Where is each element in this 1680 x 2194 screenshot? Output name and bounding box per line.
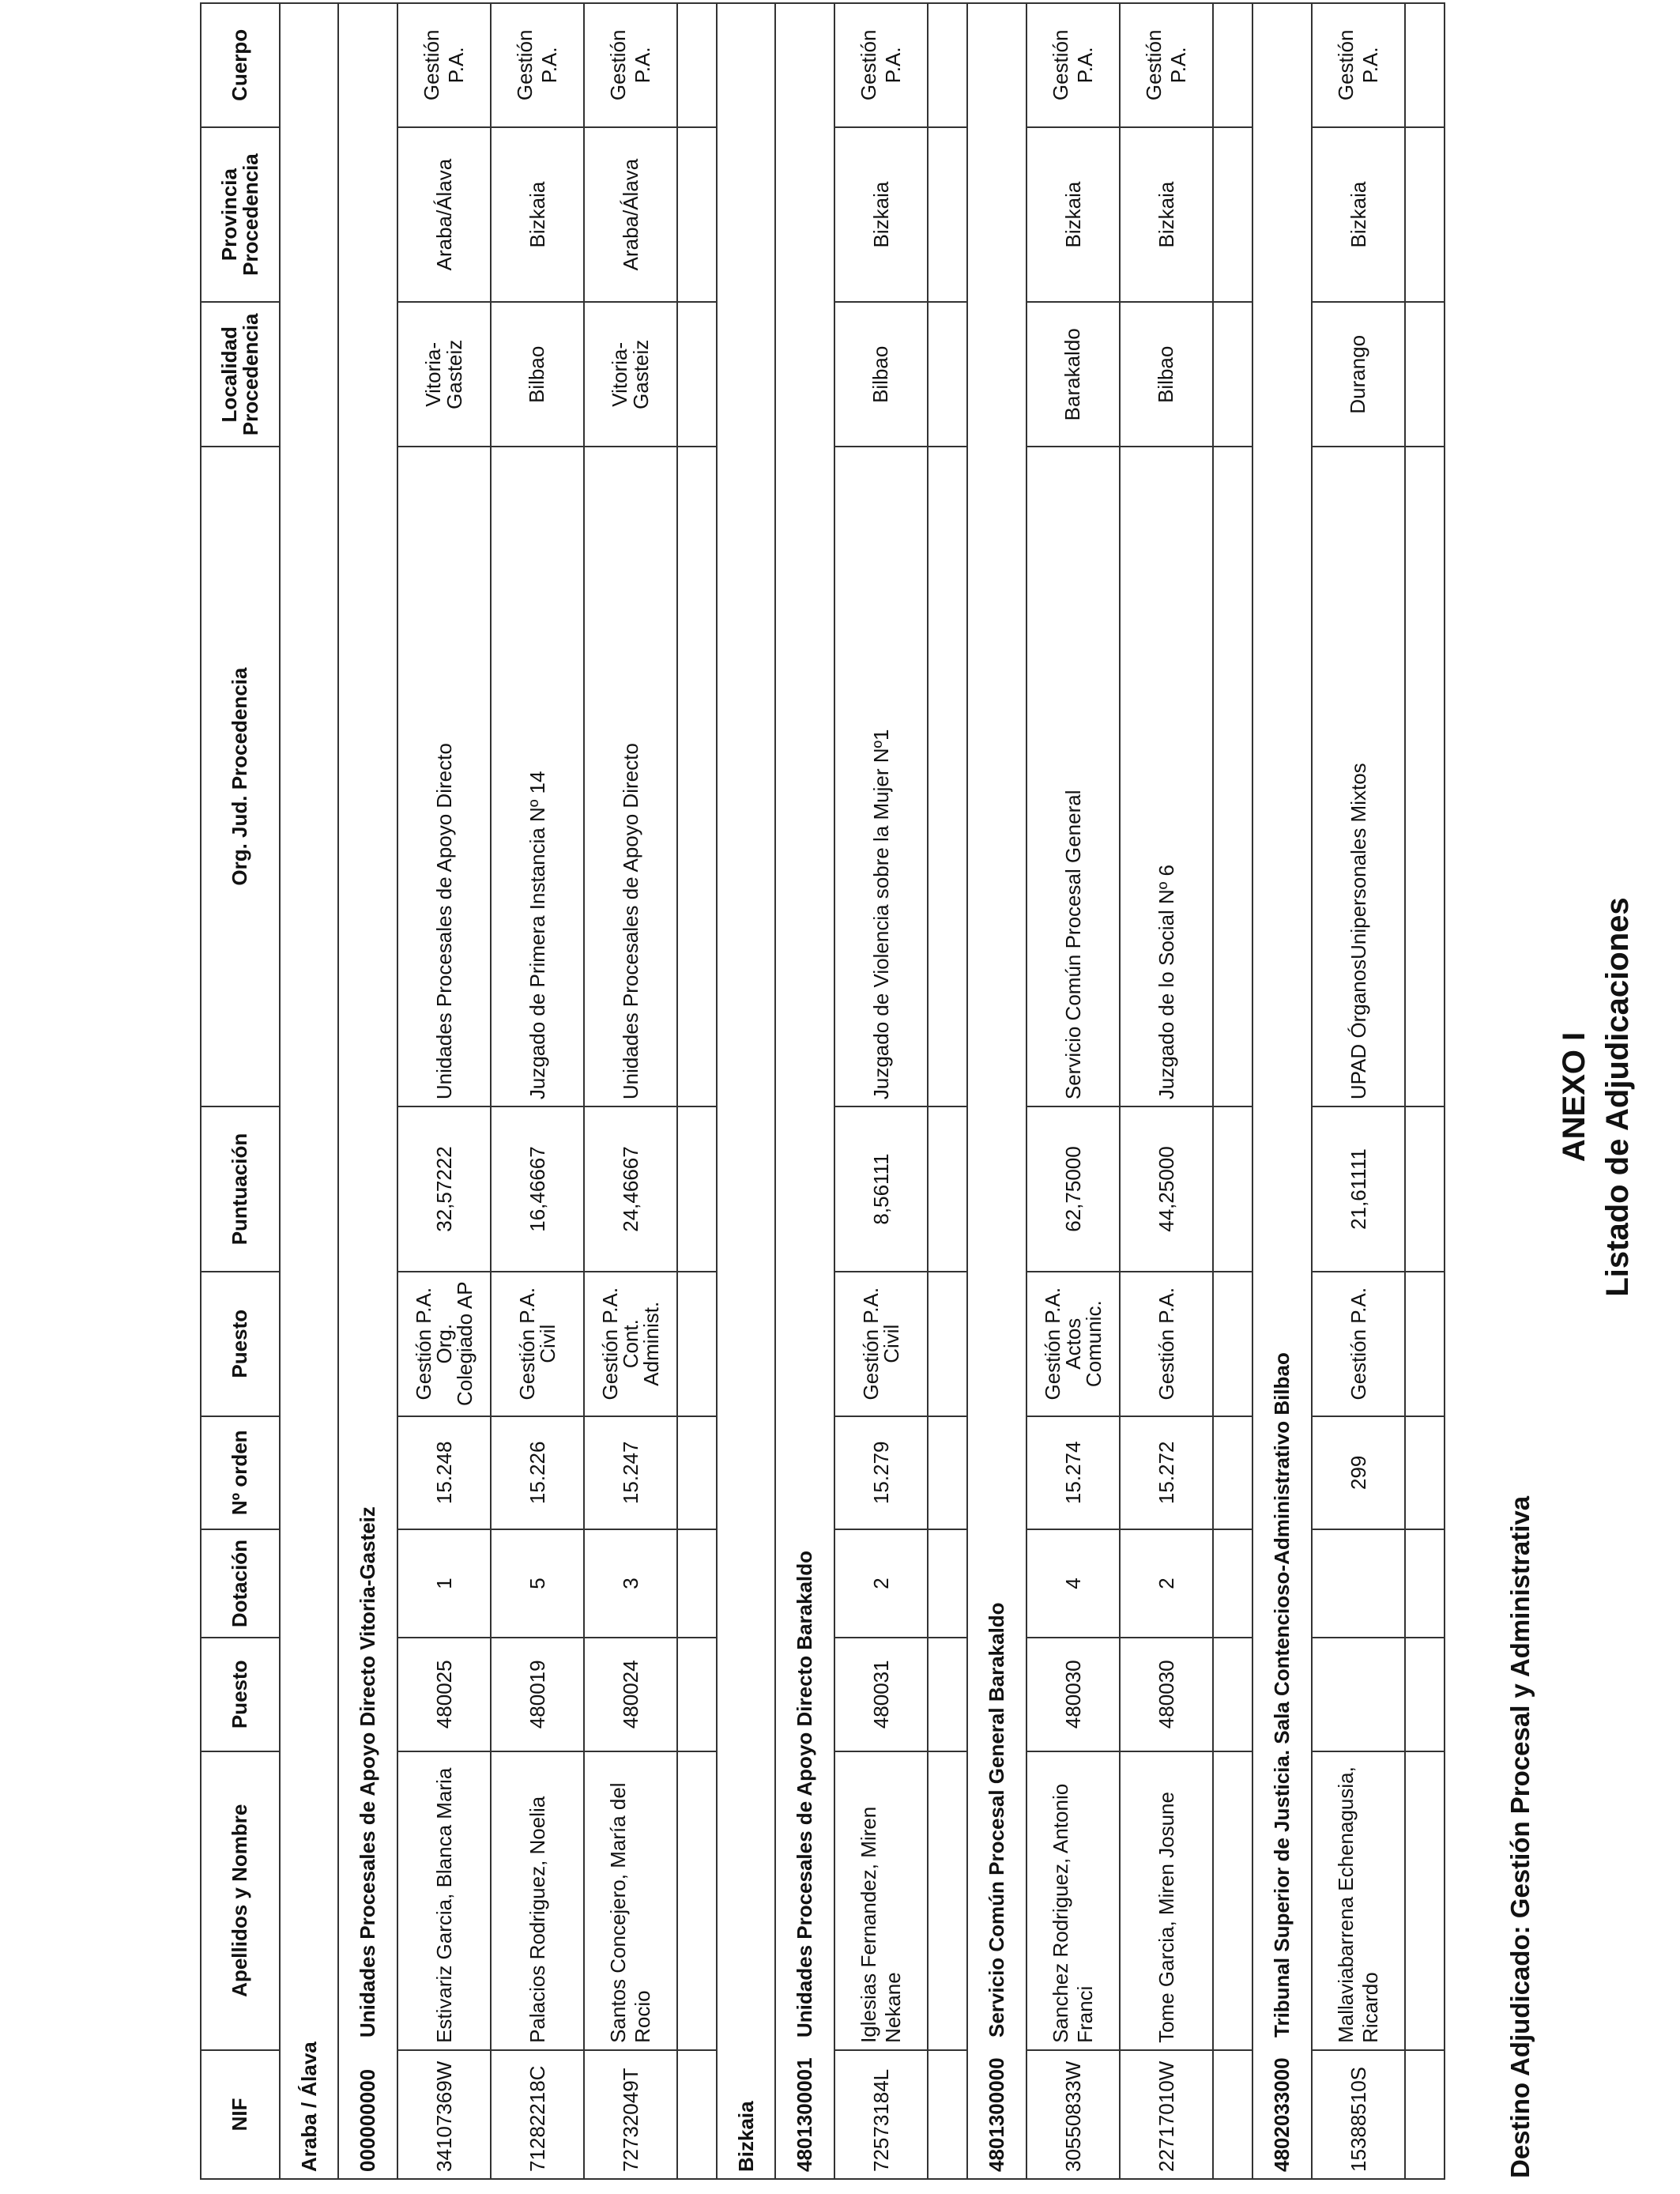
group-name: Servicio Común Procesal General Barakaldo [985,1602,1008,2038]
orden-cell: 15.274 [1026,1416,1120,1530]
annex-title: ANEXO I [1557,1031,1591,1163]
orden-cell: 299 [1312,1416,1405,1530]
orden-cell: 15.272 [1120,1416,1213,1530]
provincia-cell: Bizkaia [1026,127,1120,303]
puntuacion-cell: 62,75000 [1026,1106,1120,1272]
dotacion-cell [1312,1529,1405,1638]
nombre-cell: Santos Concejero, María del Rocio [584,1751,677,2050]
dotacion-cell: 5 [491,1529,584,1638]
localidad-cell: Bilbao [1120,302,1213,447]
localidad-cell: Durango [1312,302,1405,447]
puesto2-cell: Gestión P.A. Actos Comunic. [1026,1272,1120,1416]
cuerpo-cell: Gestión P.A. [834,3,928,127]
puntuacion-cell: 32,57222 [397,1106,491,1272]
spacer-row [928,3,967,2179]
col-localidad: Localidad Procedencia [201,302,280,447]
nif-cell: 72732049T [584,2050,677,2179]
table-row [491,3,584,2179]
group-code: 4801300000 [985,2057,1008,2172]
spacer-row [677,3,717,2179]
col-dotacion: Dotación [201,1529,280,1638]
nombre-cell: Palacios Rodriguez, Noelia [491,1751,584,2050]
dotacion-cell: 4 [1026,1529,1120,1638]
nif-cell: 30550833W [1026,2050,1120,2179]
group-name: Unidades Procesales de Apoyo Directo Vitoria-Gasteiz [356,1506,379,2038]
provincia-cell: Bizkaia [1120,127,1213,303]
orden-cell: 15.279 [834,1416,928,1530]
orden-cell: 15.247 [584,1416,677,1530]
cuerpo-cell: Gestión P.A. [1312,3,1405,127]
nombre-cell: Mallaviabarrena Echenagusia, Ricardo [1312,1751,1405,2050]
puesto2-cell: Gestión P.A. Civil [834,1272,928,1416]
puesto2-cell: Gestión P.A. Org. Colegiado AP [397,1272,491,1416]
col-provincia: Provincia Procedencia [201,127,280,303]
dotacion-cell: 3 [584,1529,677,1638]
provincia-cell: Araba/Álava [584,127,677,303]
localidad-cell: Vitoria-Gasteiz [584,302,677,447]
table-row [397,3,491,2179]
dotacion-cell: 2 [1120,1529,1213,1638]
nif-cell: 34107369W [397,2050,491,2179]
org-cell: Juzgado de Primera Instancia Nº 14 [491,447,584,1106]
section-name: Bizkaia [717,3,775,2179]
org-cell: UPAD ÓrganosUnipersonales Mixtos [1312,447,1405,1106]
table-row [834,3,928,2179]
puntuacion-cell: 21,61111 [1312,1106,1405,1272]
col-cuerpo: Cuerpo [201,3,280,127]
section-row [717,3,775,2179]
dotacion-cell: 1 [397,1529,491,1638]
puesto-cell: 480031 [834,1638,928,1751]
orden-cell: 15.248 [397,1416,491,1530]
puesto-cell: 480019 [491,1638,584,1751]
puesto-cell: 480030 [1120,1638,1213,1751]
col-puntuacion: Puntuación [201,1106,280,1272]
document-title: Listado de Adjudicaciones [1600,897,1635,1297]
section-name: Araba / Álava [280,3,338,2179]
nombre-cell: Sanchez Rodriguez, Antonio Franci [1026,1751,1120,2050]
group-code: 4801300001 [793,2057,816,2172]
nif-cell: 72573184L [834,2050,928,2179]
table-row [584,3,677,2179]
orden-cell: 15.226 [491,1416,584,1530]
group-code: 000000000 [356,2068,379,2172]
nombre-cell: Iglesias Fernandez, Miren Nekane [834,1751,928,2050]
org-cell: Juzgado de Violencia sobre la Mujer Nº1 [834,447,928,1106]
puntuacion-cell: 16,46667 [491,1106,584,1272]
provincia-cell: Bizkaia [834,127,928,303]
group-name: Unidades Procesales de Apoyo Directo Barakaldo [793,1550,816,2038]
adjudications-table [200,2,1445,2180]
puntuacion-cell: 8,56111 [834,1106,928,1272]
cuerpo-cell: Gestión P.A. [397,3,491,127]
puesto-cell: 480025 [397,1638,491,1751]
cuerpo-cell: Gestión P.A. [1120,3,1213,127]
dotacion-cell: 2 [834,1529,928,1638]
group-code: 4802033000 [1270,2057,1294,2172]
group-row [967,3,1026,2179]
col-org: Org. Jud. Procedencia [201,447,280,1106]
nif-cell: 71282218C [491,2050,584,2179]
table-row [1312,3,1405,2179]
puesto-cell: 480030 [1026,1638,1120,1751]
nif-cell: 15388510S [1312,2050,1405,2179]
spacer-row [1405,3,1445,2179]
org-cell: Servicio Común Procesal General [1026,447,1120,1106]
section-row [280,3,338,2179]
org-cell: Unidades Procesales de Apoyo Directo [397,447,491,1106]
localidad-cell: Bilbao [834,302,928,447]
group-name: Tribunal Superior de Justicia. Sala Contencioso-Administrativo Bilbao [1270,1352,1294,2038]
nombre-cell: Tome Garcia, Miren Josune [1120,1751,1213,2050]
destino-heading: Destino Adjudicado: Gestión Procesal y Administrativa [1505,1495,1535,2178]
nombre-cell: Estivariz Garcia, Blanca Maria [397,1751,491,2050]
col-orden: Nº orden [201,1416,280,1530]
col-nombre: Apellidos y Nombre [201,1751,280,2050]
col-puesto: Puesto [201,1638,280,1751]
group-row [1252,3,1312,2179]
col-puesto2: Puesto [201,1272,280,1416]
group-row [775,3,834,2179]
puntuacion-cell: 44,25000 [1120,1106,1213,1272]
provincia-cell: Bizkaia [1312,127,1405,303]
cuerpo-cell: Gestión P.A. [584,3,677,127]
puesto2-cell: Gestión P.A. [1120,1272,1213,1416]
puesto2-cell: Gestión P.A. Cont. Administ. [584,1272,677,1416]
cuerpo-cell: Gestión P.A. [1026,3,1120,127]
puesto-cell [1312,1638,1405,1751]
org-cell: Unidades Procesales de Apoyo Directo [584,447,677,1106]
provincia-cell: Araba/Álava [397,127,491,303]
puesto2-cell: Gestión P.A. [1312,1272,1405,1416]
col-nif: NIF [201,2050,280,2179]
table-row [1026,3,1120,2179]
puesto2-cell: Gestión P.A. Civil [491,1272,584,1416]
table-header-row [201,3,280,2179]
table-row [1120,3,1213,2179]
cuerpo-cell: Gestión P.A. [491,3,584,127]
provincia-cell: Bizkaia [491,127,584,303]
org-cell: Juzgado de lo Social Nº 6 [1120,447,1213,1106]
nif-cell: 22717010W [1120,2050,1213,2179]
puesto-cell: 480024 [584,1638,677,1751]
puntuacion-cell: 24,46667 [584,1106,677,1272]
localidad-cell: Vitoria-Gasteiz [397,302,491,447]
localidad-cell: Barakaldo [1026,302,1120,447]
group-row [338,3,397,2179]
localidad-cell: Bilbao [491,302,584,447]
spacer-row [1213,3,1252,2179]
